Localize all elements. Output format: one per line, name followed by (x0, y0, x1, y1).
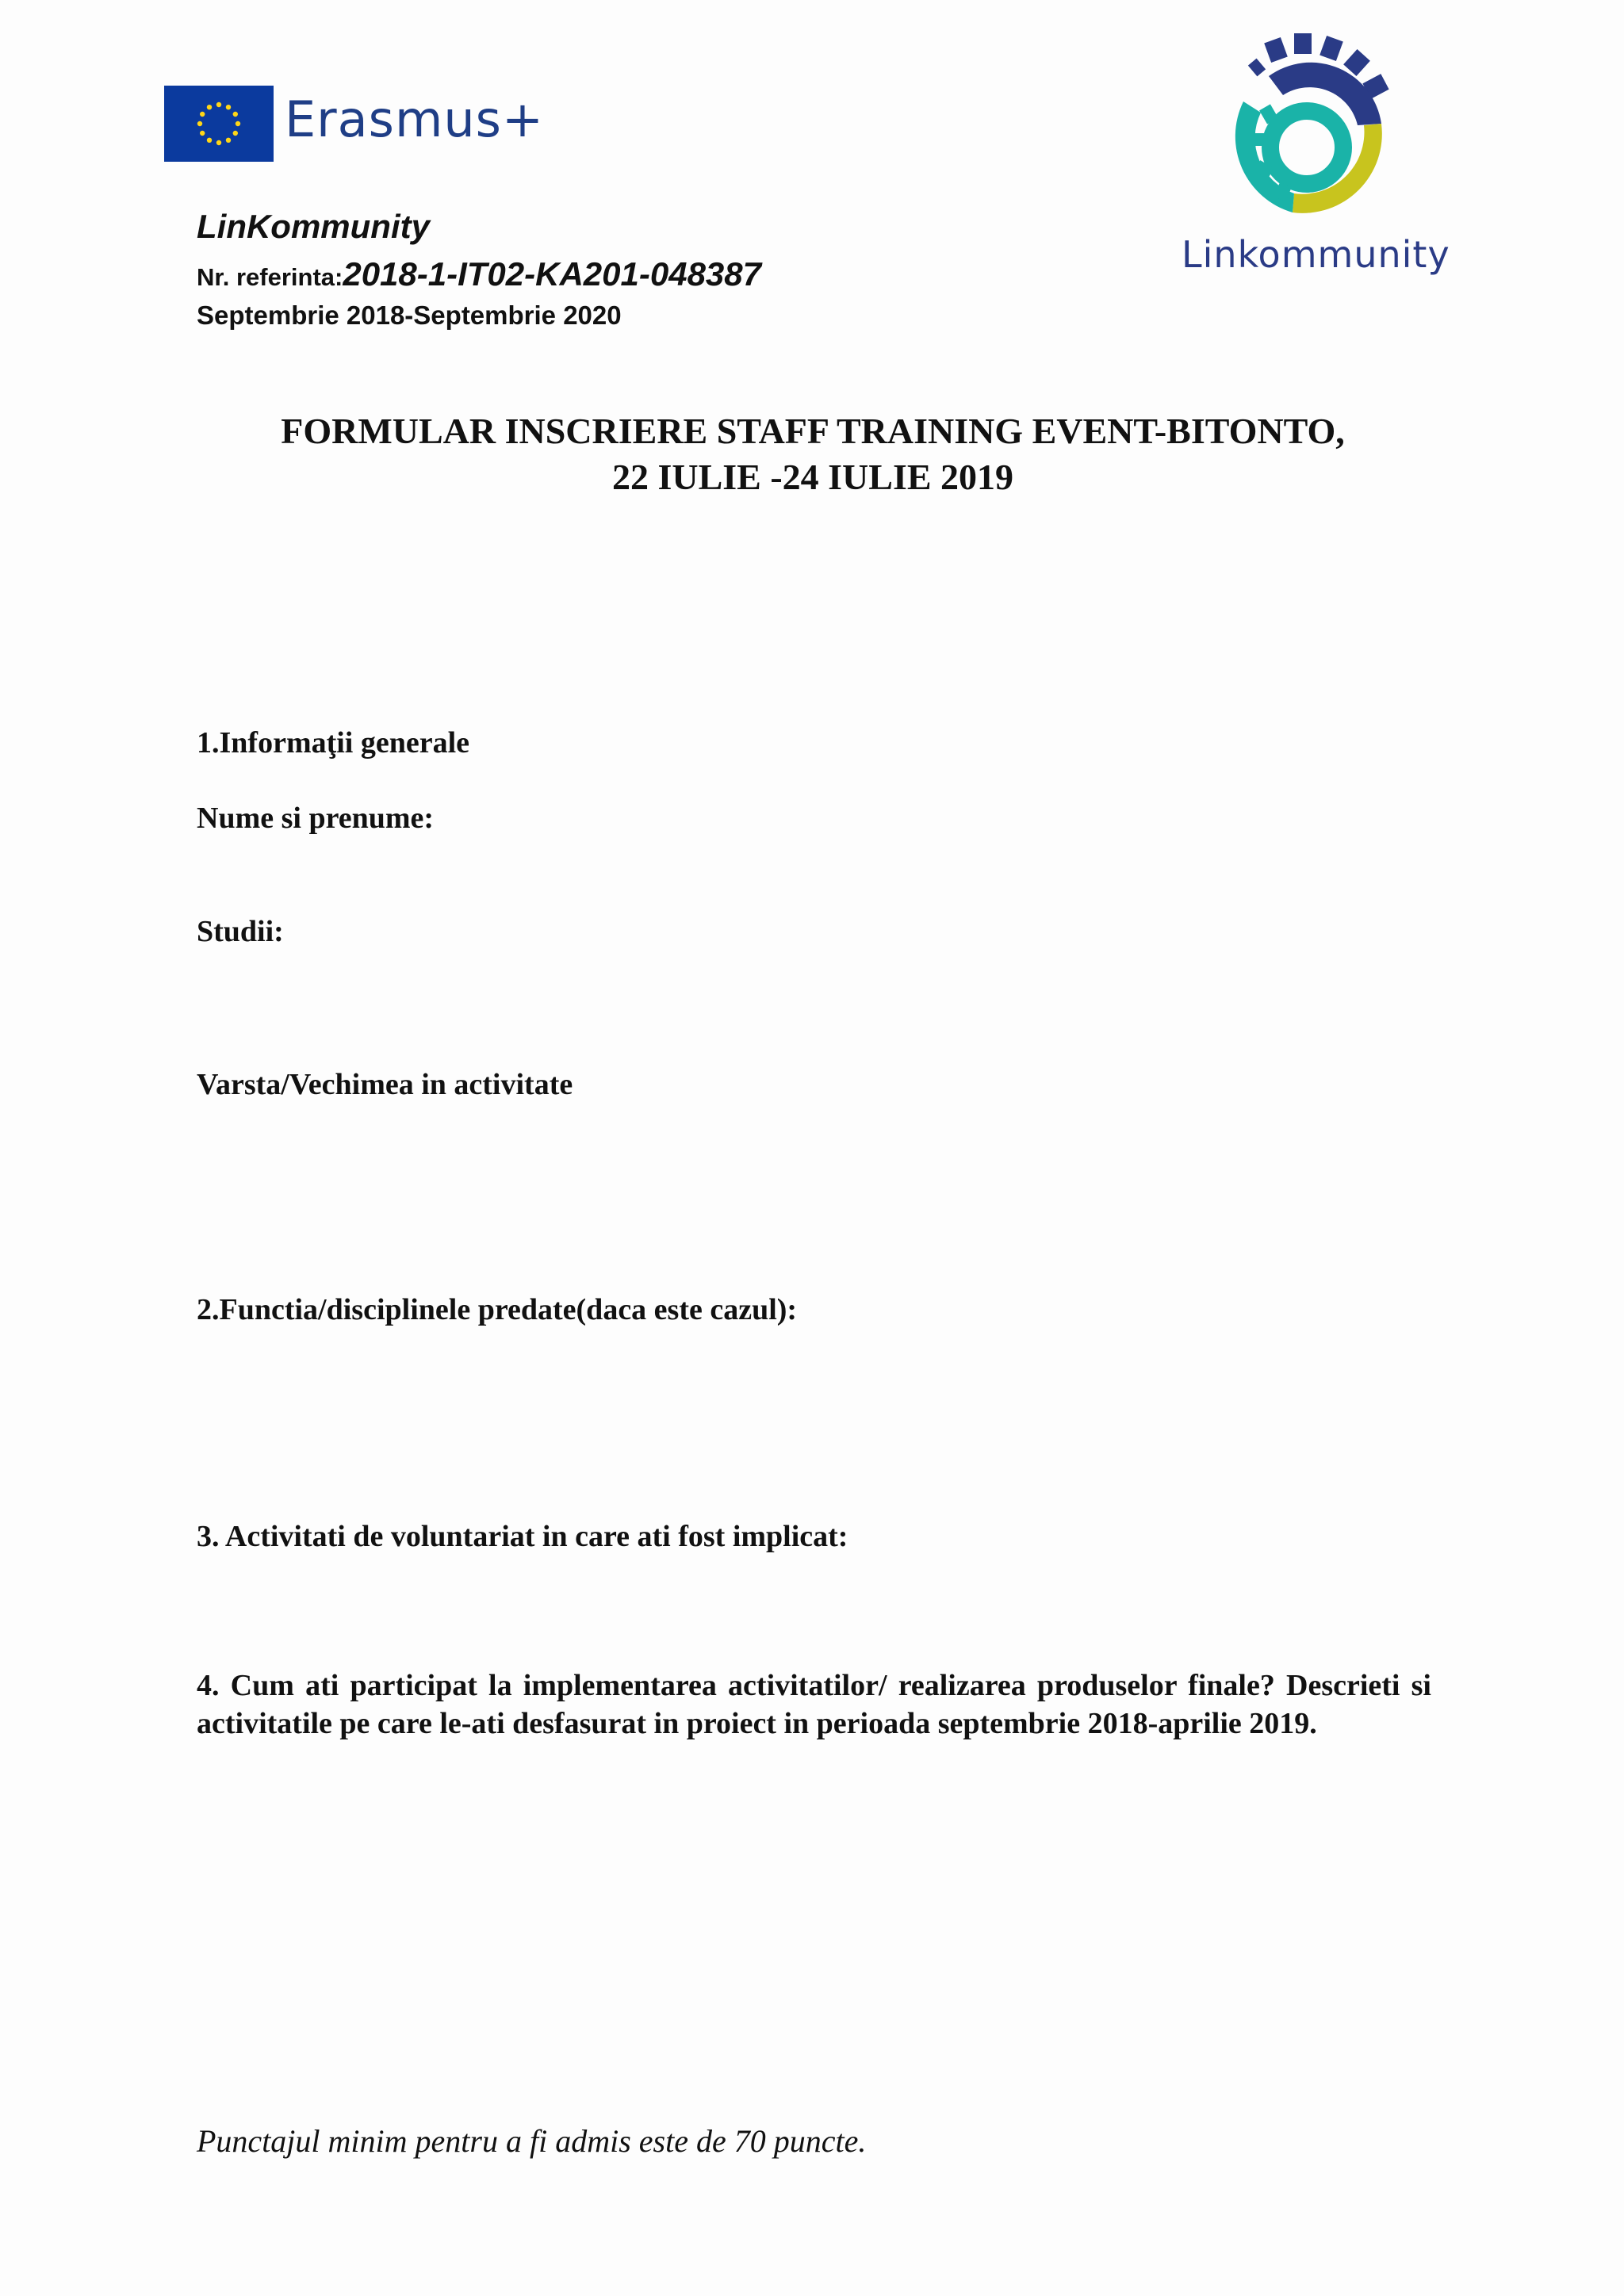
age-seniority-field-label: Varsta/Vechimea in activitate (197, 1068, 573, 1101)
participation-question: 4. Cum ati participat la implementarea activitatilor/ realizarea produselor finale? Descrieti si activitatile pe care le-ati desfasurat in proiect in perioada septembrie 2018-aprilie 2019. (197, 1669, 1431, 1740)
name-field-label: Nume si prenume: (197, 802, 435, 835)
form-title-line-1: FORMULAR INSCRIERE STAFF TRAINING EVENT-BITONTO, (281, 411, 1345, 451)
project-period: Septembrie 2018-Septembrie 2020 (197, 300, 622, 330)
project-name: LinKommunity (197, 208, 430, 245)
erasmus-logo-text: Erasmus+ (285, 90, 544, 148)
gear-logo-icon (1174, 29, 1427, 235)
section-general-info-heading: 1.Informaţii generale (197, 726, 470, 760)
linkommunity-logo (1174, 29, 1450, 298)
reference-label: Nr. referinta: (197, 263, 343, 291)
reference-number: 2018-1-IT02-KA201-048387 (343, 255, 762, 293)
minimum-score-note: Punctajul minim pentru a fi admis este de 70 puncte. (197, 2123, 867, 2159)
form-title-line-2: 22 IULIE -24 IULIE 2019 (611, 457, 1014, 497)
reference-line (197, 255, 761, 293)
eu-flag-icon (164, 86, 274, 162)
erasmus-plus-logo (164, 86, 544, 162)
form-title (159, 408, 1467, 500)
volunteer-activities-heading: 3. Activitati de voluntariat in care ati fost implicat: (197, 1520, 848, 1553)
linkommunity-logo-text: Linkommunity (1182, 233, 1450, 276)
function-disciplines-heading: 2.Functia/disciplinele predate(daca este cazul): (197, 1293, 798, 1326)
studies-field-label: Studii: (197, 915, 284, 948)
